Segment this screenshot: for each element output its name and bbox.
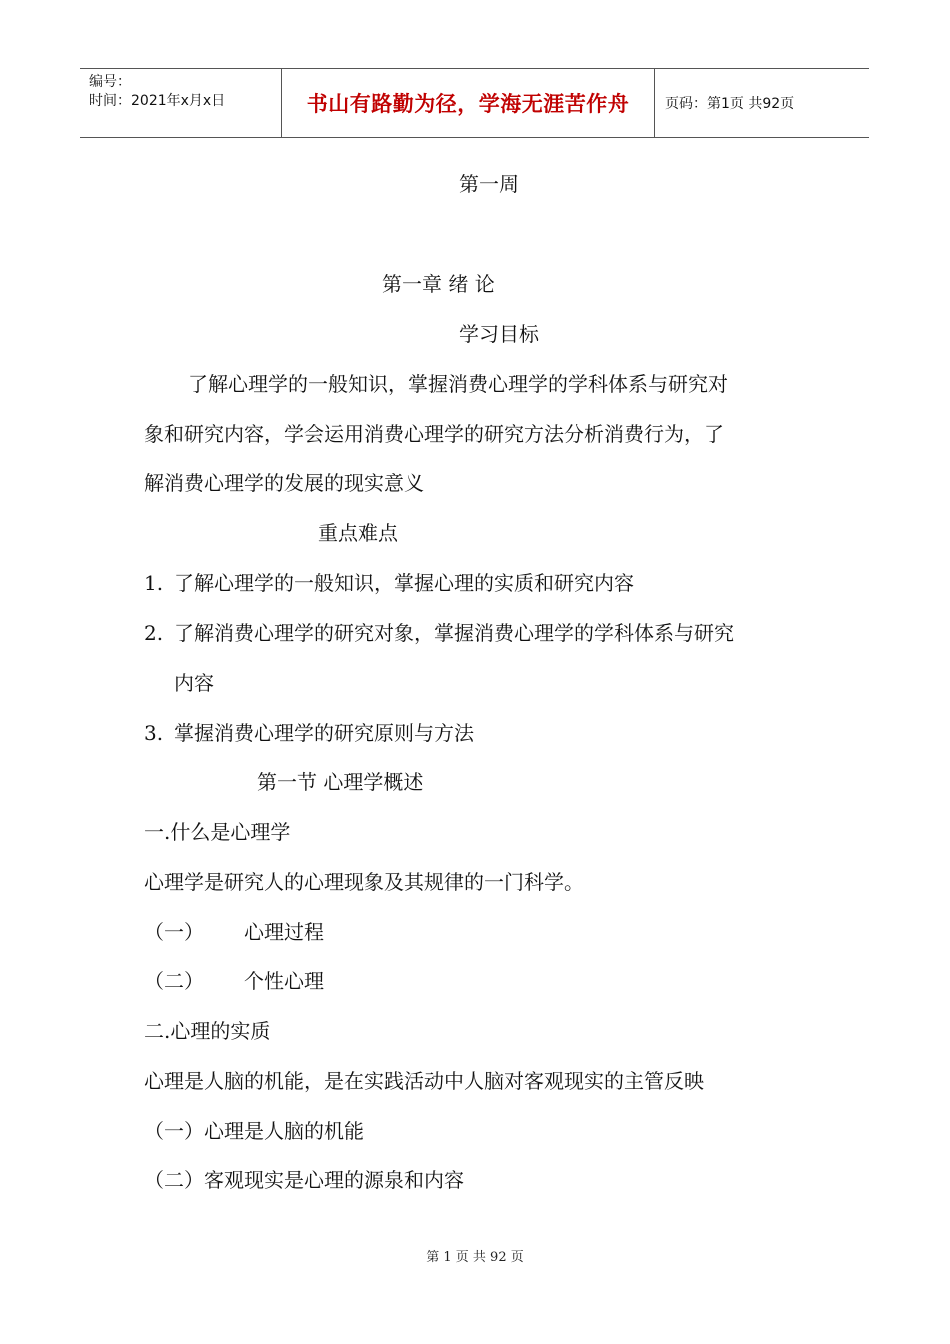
keypoint-number: 2. <box>144 621 164 645</box>
keypoints-heading: 重点难点 <box>318 521 398 545</box>
subitem-text: 心理过程 <box>244 920 324 944</box>
keypoint-2-continued: 内容 <box>174 671 214 695</box>
question-1: 一.什么是心理学 <box>144 820 291 844</box>
subitem-text: 个性心理 <box>244 969 324 993</box>
keypoint-1 <box>144 569 634 597</box>
subitem-label: （一） <box>144 920 204 944</box>
subitem-label: （二） <box>144 969 204 993</box>
question-2: 二.心理的实质 <box>144 1019 271 1043</box>
objectives-heading: 学习目标 <box>459 322 539 346</box>
header-slogan: 书山有路勤为径，学海无涯苦作舟 <box>306 91 630 116</box>
section-title: 第一节 心理学概述 <box>257 770 424 794</box>
week-title: 第一周 <box>459 172 519 196</box>
time-label: 时间：2021年x月x日 <box>89 93 226 109</box>
objectives-line-2: 象和研究内容，学会运用消费心理学的研究方法分析消费行为，了 <box>144 422 724 446</box>
keypoint-number: 1. <box>144 571 164 595</box>
definition-1: 心理学是研究人的心理现象及其规律的一门科学。 <box>144 870 584 894</box>
subitem-2 <box>144 967 324 995</box>
keypoint-2 <box>144 619 734 647</box>
chapter-title: 第一章 绪 论 <box>382 272 495 296</box>
keypoint-text: 了解心理学的一般知识，掌握心理的实质和研究内容 <box>174 571 634 595</box>
keypoint-text: 了解消费心理学的研究对象，掌握消费心理学的学科体系与研究 <box>174 621 734 645</box>
objectives-line-3: 解消费心理学的发展的现实意义 <box>144 471 424 495</box>
objectives-line-1: 了解心理学的一般知识，掌握消费心理学的学科体系与研究对 <box>188 372 728 396</box>
header-slogan-cell <box>282 69 655 137</box>
definition-2: 心理是人脑的机能，是在实践活动中人脑对客观现实的主管反映 <box>144 1069 704 1093</box>
point-1: （一）心理是人脑的机能 <box>144 1119 364 1143</box>
number-label: 编号： <box>89 74 131 90</box>
point-2: （二）客观现实是心理的源泉和内容 <box>144 1168 464 1192</box>
keypoint-text: 掌握消费心理学的研究原则与方法 <box>174 721 474 745</box>
header-page-info: 页码：第1页 共92页 <box>665 96 795 112</box>
keypoint-number: 3. <box>144 721 164 745</box>
page-footer: 第 1 页 共 92 页 <box>426 1250 524 1265</box>
header-table <box>80 68 869 138</box>
header-meta <box>80 69 282 137</box>
keypoint-3 <box>144 719 474 747</box>
subitem-1 <box>144 918 324 946</box>
